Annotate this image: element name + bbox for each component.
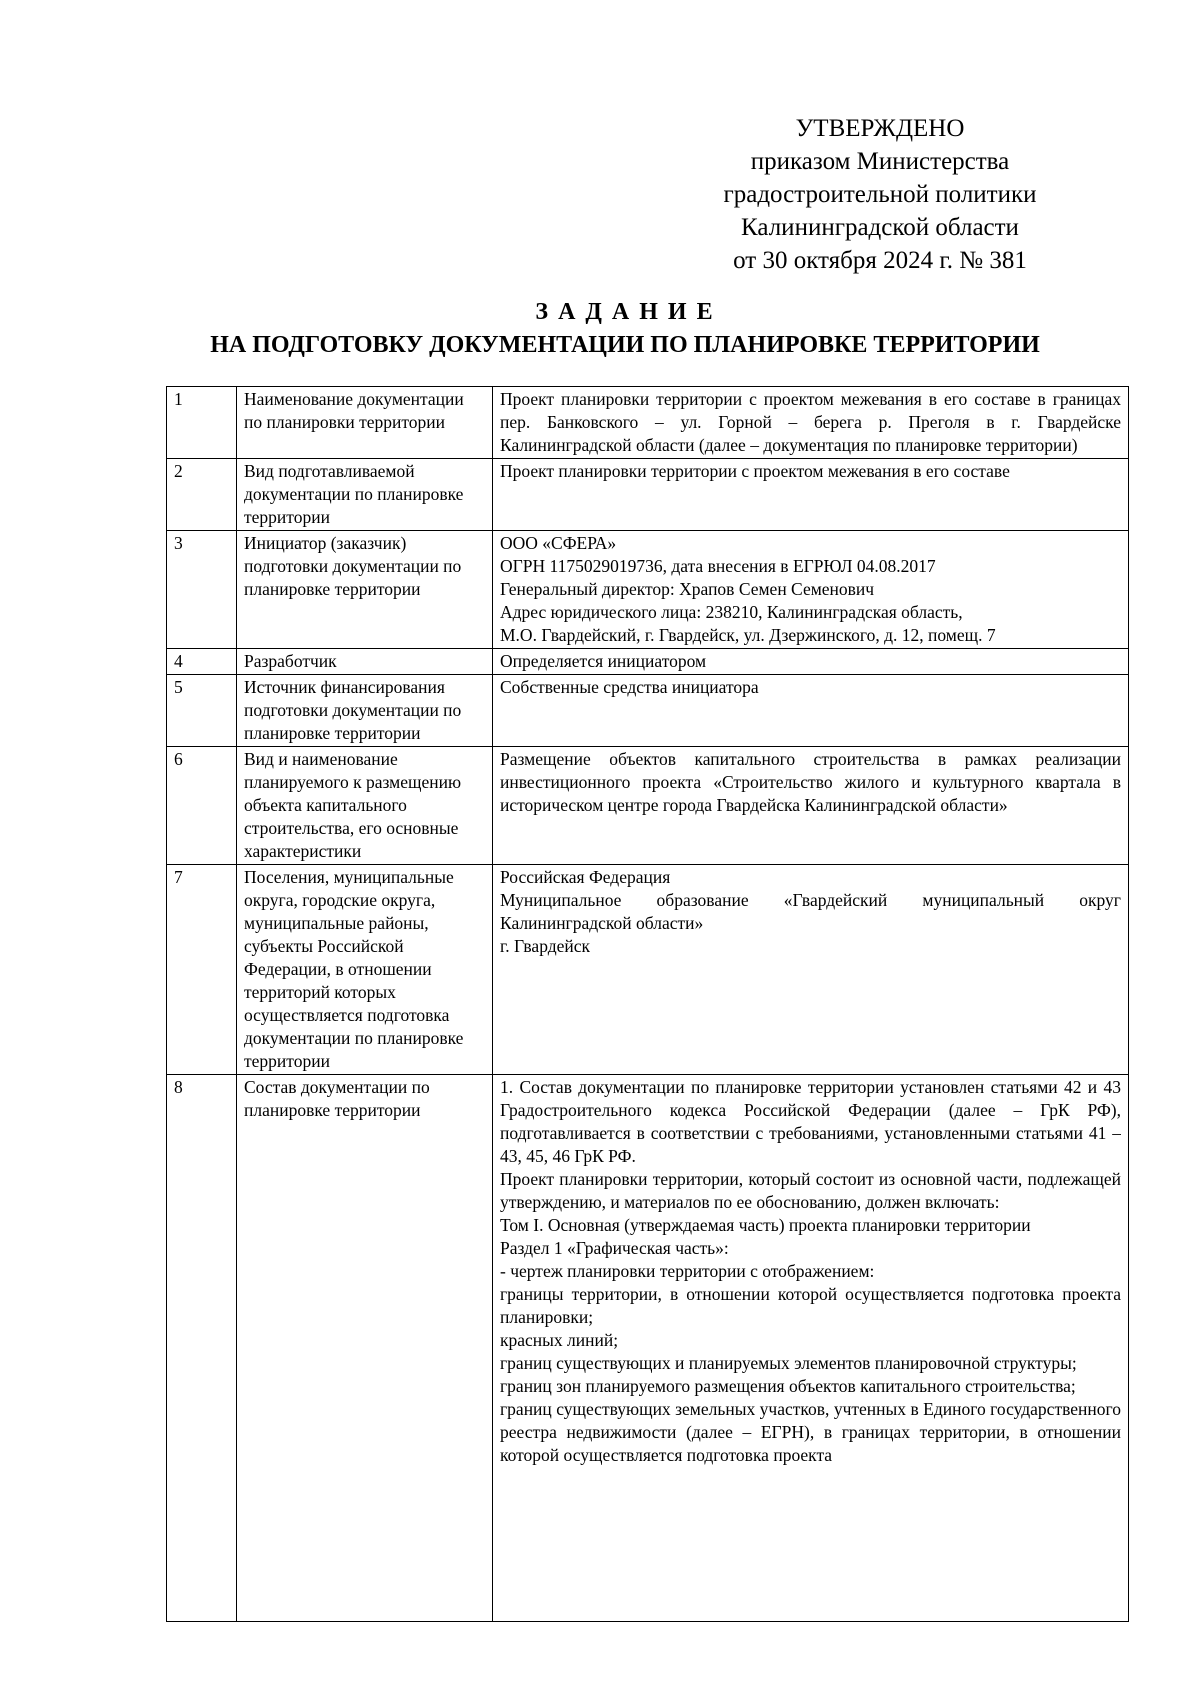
row-number: 4 <box>167 649 237 675</box>
row-value-line: Проект планировки территории с проектом межевания в его составе в границах пер. Банковского – ул. Горной – берега р. Преголя в г. Гвардейске Калининградской области (далее – документация по планировке территории) <box>500 389 1121 455</box>
row-value-line: Определяется инициатором <box>500 651 707 671</box>
row-number: 1 <box>167 387 237 459</box>
row-value <box>493 531 1129 649</box>
row-number: 3 <box>167 531 237 649</box>
row-value <box>493 675 1129 747</box>
approval-order-line: приказом Министерства <box>750 148 1010 175</box>
row-value-line: Генеральный директор: Храпов Семен Семенович <box>500 579 875 599</box>
row-value <box>493 865 1129 1075</box>
row-value-line: Том I. Основная (утверждаемая часть) проекта планировки территории <box>500 1215 1031 1235</box>
document-title: З А Д А Н И Е <box>535 299 715 325</box>
row-name: Поселения, муниципальные округа, городские округа, муниципальные районы, субъекты Российской Федерации, в отношении территорий которых осуществляется подготовка документации по планировке территории <box>237 865 493 1075</box>
row-value-clip <box>500 1076 1121 1618</box>
row-name: Разработчик <box>237 649 493 675</box>
row-number: 7 <box>167 865 237 1075</box>
approval-title: УТВЕРЖДЕНО <box>795 115 965 142</box>
row-value-line: - чертеж планировки территории с отображением: <box>500 1261 875 1281</box>
table-row <box>167 531 1129 649</box>
row-number: 2 <box>167 459 237 531</box>
row-name: Состав документации по планировке территории <box>237 1075 493 1622</box>
row-number: 6 <box>167 747 237 865</box>
row-value <box>493 649 1129 675</box>
table-row <box>167 1075 1129 1622</box>
row-value-line: М.О. Гвардейский, г. Гвардейск, ул. Дзержинского, д. 12, помещ. 7 <box>500 625 996 645</box>
row-value-line: границы территории, в отношении которой осуществляется подготовка проекта планировки; <box>500 1284 1121 1327</box>
table-row <box>167 747 1129 865</box>
row-value-line: г. Гвардейск <box>500 936 591 956</box>
table-row <box>167 387 1129 459</box>
approval-date-number: от 30 октября 2024 г. № 381 <box>733 247 1027 274</box>
document-subtitle: НА ПОДГОТОВКУ ДОКУМЕНТАЦИИ ПО ПЛАНИРОВКЕ ТЕРРИТОРИИ <box>210 332 1040 358</box>
table-row <box>167 675 1129 747</box>
row-value-line: ООО «СФЕРА» <box>500 533 617 553</box>
row-number: 5 <box>167 675 237 747</box>
row-number: 8 <box>167 1075 237 1622</box>
row-value-line: границ зон планируемого размещения объектов капитального строительства; <box>500 1376 1076 1396</box>
table-row <box>167 865 1129 1075</box>
approval-stamp <box>700 112 1060 277</box>
approval-ministry-line: градостроительной политики <box>723 181 1037 208</box>
row-value-line: красных линий; <box>500 1330 619 1350</box>
row-name: Вид и наименование планируемого к размещению объекта капитального строительства, его основные характеристики <box>237 747 493 865</box>
row-value-line: Проект планировки территории с проектом межевания в его составе <box>500 461 1010 481</box>
row-value-line: Проект планировки территории, который состоит из основной части, подлежащей утверждению, и материалов по ее обоснованию, должен включать: <box>500 1169 1121 1212</box>
row-value-line: границ существующих и планируемых элементов планировочной структуры; <box>500 1353 1077 1373</box>
row-value-line: Раздел 1 «Графическая часть»: <box>500 1238 729 1258</box>
document-heading <box>150 296 1100 362</box>
row-name: Источник финансирования подготовки документации по планировке территории <box>237 675 493 747</box>
row-value <box>493 747 1129 865</box>
table-row <box>167 649 1129 675</box>
row-value <box>493 1075 1129 1622</box>
task-table <box>166 386 1129 1622</box>
table-row <box>167 459 1129 531</box>
row-value-line: Размещение объектов капитального строительства в рамках реализации инвестиционного проекта «Строительство жилого и культурного квартала в историческом центре города Гвардейска Калининградской области» <box>500 749 1121 815</box>
row-value-line: 1. Состав документации по планировке территории установлен статьями 42 и 43 Градостроительного кодекса Российской Федерации (далее – ГрК РФ), подготавливается в соответствии с требованиями, установленными статьями 41 – 43, 45, 46 ГрК РФ. <box>500 1077 1121 1166</box>
row-value-line: Муниципальное образование «Гвардейский муниципальный округ Калининградской области» <box>500 890 1121 933</box>
row-name: Вид подготавливаемой документации по планировке территории <box>237 459 493 531</box>
row-value <box>493 387 1129 459</box>
row-value-line: ОГРН 1175029019736, дата внесения в ЕГРЮЛ 04.08.2017 <box>500 556 936 576</box>
row-value-line: Адрес юридического лица: 238210, Калининградская область, <box>500 602 963 622</box>
row-name: Инициатор (заказчик) подготовки документации по планировке территории <box>237 531 493 649</box>
approval-region-line: Калининградской области <box>741 214 1019 241</box>
row-value-line: границ существующих земельных участков, учтенных в Единого государственного реестра недвижимости (далее – ЕГРН), в границах территории, в отношении которой осуществляется подготовка проекта <box>500 1399 1121 1465</box>
row-value <box>493 459 1129 531</box>
row-name: Наименование документации по планировки территории <box>237 387 493 459</box>
row-value-line: Собственные средства инициатора <box>500 677 759 697</box>
row-value-line: Российская Федерация <box>500 867 671 887</box>
